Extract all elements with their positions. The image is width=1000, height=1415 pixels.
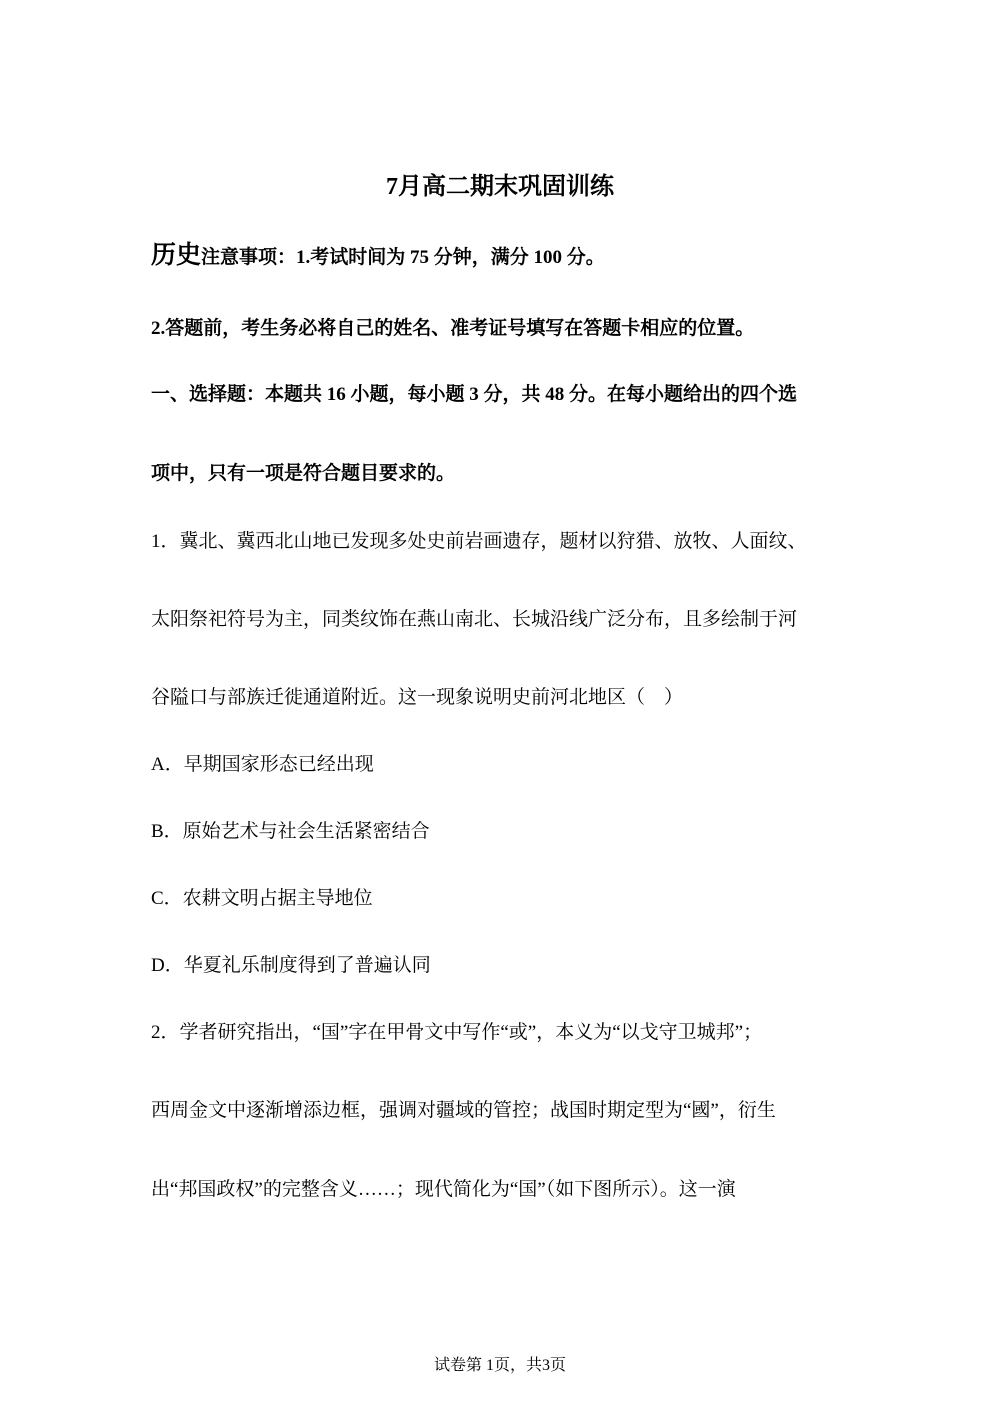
notice-line-2: 2.答题前，考生务必将自己的姓名、准考证号填写在答题卡相应的位置。 [151,318,755,339]
subject-label: 历史 [151,242,202,269]
page-footer: 试卷第 1页，共3页 [433,1357,566,1374]
notice-text-1: 注意事项：1.考试时间为 75 分钟，满分 100 分。 [201,247,605,268]
exam-title: 7月高二期末巩固训练 [386,174,614,200]
question-stem-line: 太阳祭祀符号为主，同类纹饰在燕山南北、长城沿线广泛分布，且多绘制于河 [151,609,798,630]
option-a: A．早期国家形态已经出现 [151,754,374,775]
notice-line-1 [151,244,605,270]
option-b: B．原始艺术与社会生活紧密结合 [151,821,430,842]
question-stem-line: 1．冀北、冀西北山地已发现多处史前岩画遗存，题材以狩猎、放牧、人面纹、 [151,531,807,552]
section-heading-line-2: 项中，只有一项是符合题目要求的。 [151,463,456,484]
section-heading-line-1: 一、选择题：本题共 16 小题，每小题 3 分，共 48 分。在每小题给出的四个选 [151,384,798,405]
question-stem-line: 出“邦国政权”的完整含义……；现代简化为“国”（如下图所示）。这一演 [151,1179,736,1200]
question-stem-line: 2．学者研究指出，“国”字在甲骨文中写作“或”，本义为“以戈守卫城邦”； [151,1022,763,1043]
question-stem-line: 谷隘口与部族迁徙通道附近。这一现象说明史前河北地区（ ） [151,687,684,708]
question-stem-line: 西周金文中逐渐增添边框，强调对疆域的管控；战国时期定型为“國”，衍生 [151,1100,776,1121]
option-d: D．华夏礼乐制度得到了普遍认同 [151,955,431,976]
option-c: C．农耕文明占据主导地位 [151,888,373,909]
